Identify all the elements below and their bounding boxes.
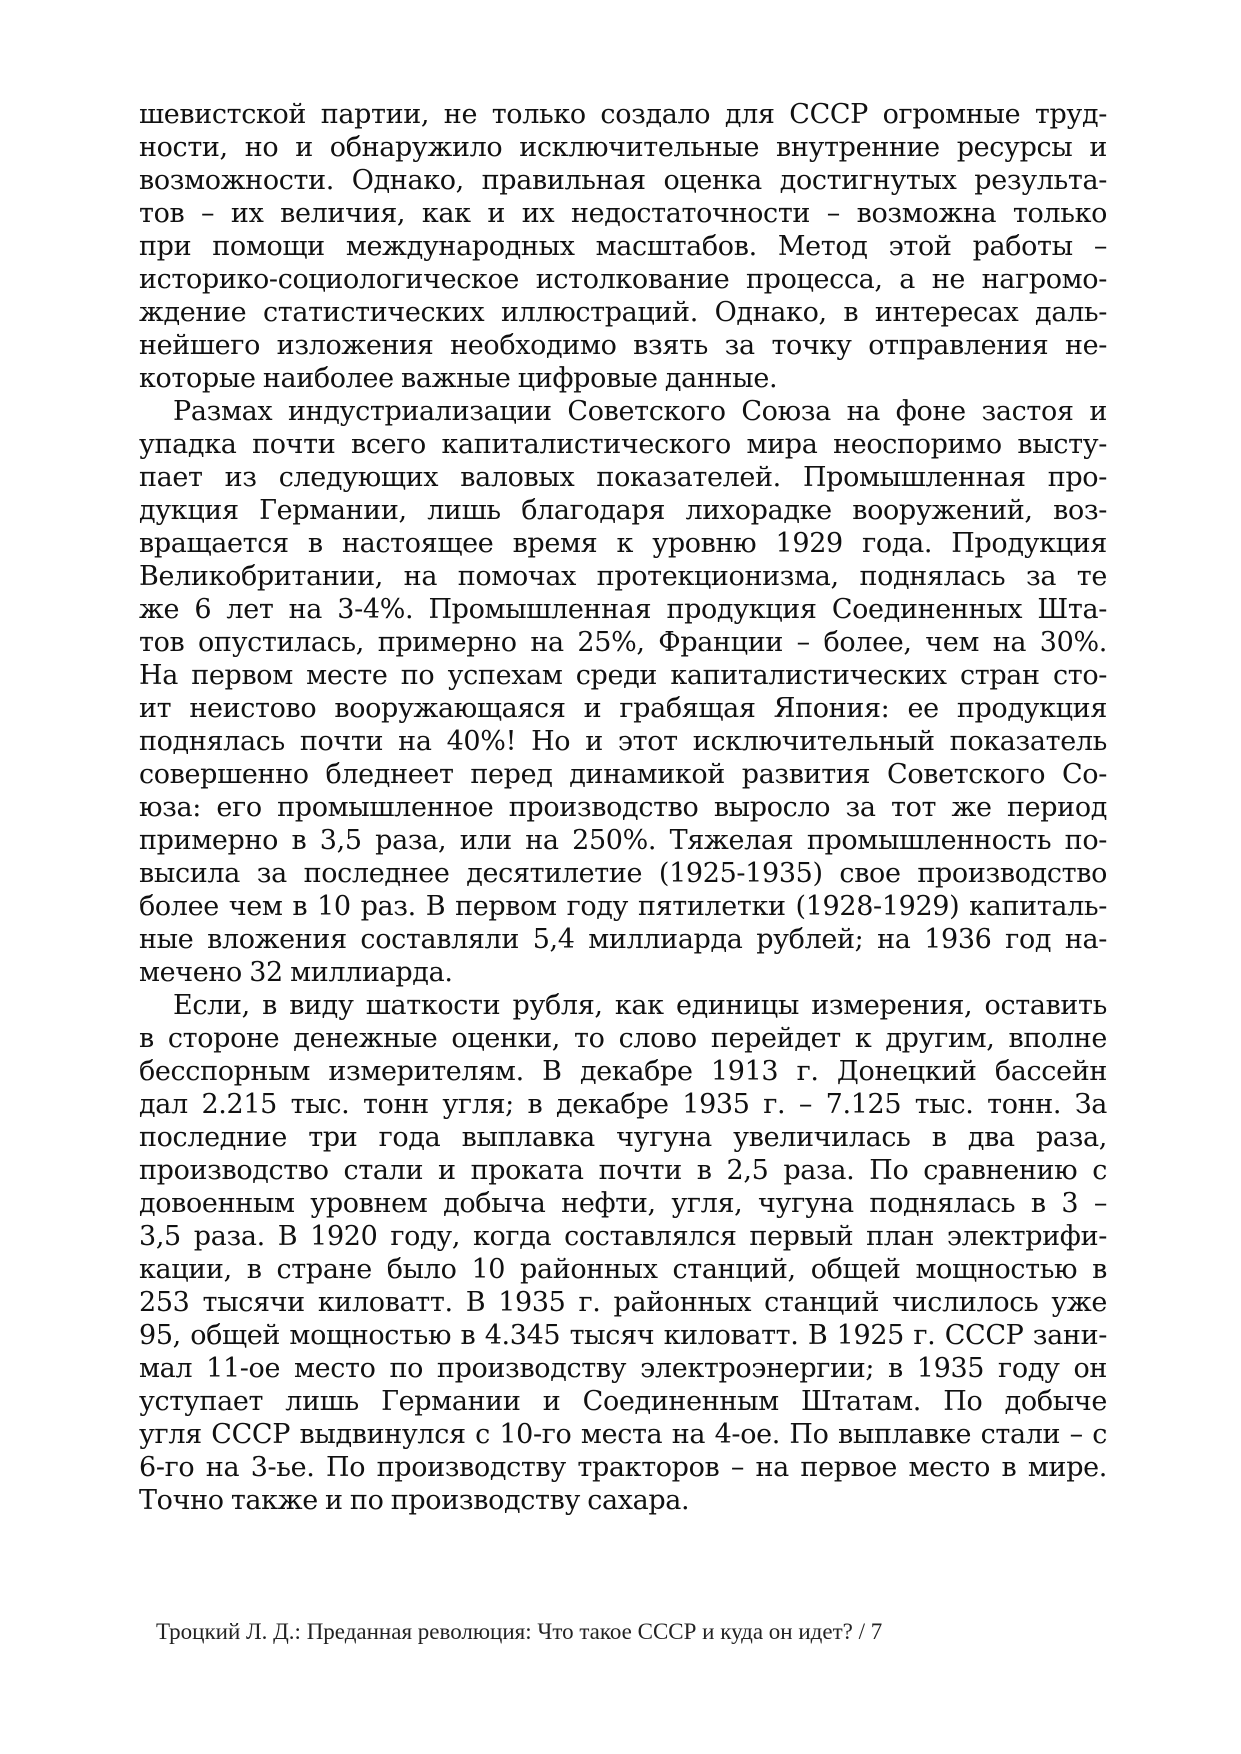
text-line: тов – их величия, как и их недостаточности – возможна только <box>139 198 1107 229</box>
text-line: Точно также и по производству сахара. <box>139 1485 690 1516</box>
text-line: угля СССР выдвинулся с 10-го места на 4-ое. По выплавке стали – с <box>139 1419 1107 1450</box>
text-line: мечено 32 миллиарда. <box>139 957 453 988</box>
text-line: пает из следующих валовых показателей. Промышленная про- <box>139 462 1107 493</box>
text-line: довоенным уровнем добыча нефти, угля, чугуна поднялась в 3 – <box>139 1188 1107 1219</box>
paragraph-2 <box>139 395 1107 989</box>
text-line: дукция Германии, лишь благодаря лихорадке вооружений, воз- <box>139 495 1107 526</box>
text-line: бесспорным измерителям. В декабре 1913 г. Донецкий бассейн <box>139 1056 1107 1087</box>
text-line: совершенно бледнеет перед динамикой развития Советского Со- <box>139 759 1107 790</box>
text-line: Великобритании, на помочах протекционизма, поднялась за те <box>139 561 1107 592</box>
text-line: 95, общей мощностью в 4.345 тысяч киловатт. В 1925 г. СССР зани- <box>139 1320 1107 1351</box>
text-line: Если, в виду шаткости рубля, как единицы измерения, оставить <box>173 990 1107 1021</box>
text-line: которые наиболее важные цифровые данные. <box>139 363 778 394</box>
text-line: 253 тысячи киловатт. В 1935 г. районных станций числилось уже <box>139 1287 1107 1318</box>
text-line: уступает лишь Германии и Соединенным Штатам. По добыче <box>139 1386 1107 1417</box>
text-line: ит неистово вооружающаяся и грабящая Япония: ее продукция <box>139 693 1107 724</box>
page-footer: Троцкий Л. Д.: Преданная революция: Что такое СССР и куда он идет? / 7 <box>156 1619 883 1644</box>
text-line: производство стали и проката почти в 2,5 раза. По сравнению с <box>139 1155 1107 1186</box>
text-line: мал 11-ое место по производству электроэнергии; в 1935 году он <box>139 1353 1107 1384</box>
text-line: возможности. Однако, правильная оценка достигнутых результа- <box>139 165 1107 196</box>
text-line: ждение статистических иллюстраций. Однако, в интересах даль- <box>139 297 1107 328</box>
text-line: примерно в 3,5 раза, или на 250%. Тяжелая промышленность по- <box>139 825 1107 856</box>
text-line: тов опустилась, примерно на 25%, Франции – более, чем на 30%. <box>139 627 1107 658</box>
text-line: нейшего изложения необходимо взять за точку отправления не- <box>139 330 1107 361</box>
text-line: Размах индустриализации Советского Союза на фоне застоя и <box>173 396 1107 427</box>
text-line: 3,5 раза. В 1920 году, когда составлялся первый план электрифи- <box>139 1221 1107 1252</box>
body-text <box>139 98 1107 1517</box>
text-line: высила за последнее десятилетие (1925-1935) свое производство <box>139 858 1107 889</box>
text-line: более чем в 10 раз. В первом году пятилетки (1928-1929) капиталь- <box>139 891 1107 922</box>
text-line: кации, в стране было 10 районных станций, общей мощностью в <box>139 1254 1107 1285</box>
text-line: последние три года выплавка чугуна увеличилась в два раза, <box>139 1122 1107 1153</box>
text-line: упадка почти всего капиталистического мира неоспоримо высту- <box>139 429 1107 460</box>
text-line: историко-социологическое истолкование процесса, а не нагромо- <box>139 264 1107 295</box>
text-line: дал 2.215 тыс. тонн угля; в декабре 1935 г. – 7.125 тыс. тонн. За <box>139 1089 1107 1120</box>
text-line: в стороне денежные оценки, то слово перейдет к другим, вполне <box>139 1023 1107 1054</box>
text-line: при помощи международных масштабов. Метод этой работы – <box>139 231 1107 262</box>
text-line: поднялась почти на 40%! Но и этот исключительный показатель <box>139 726 1107 757</box>
text-line: же 6 лет на 3-4%. Промышленная продукция Соединенных Шта- <box>139 594 1107 625</box>
text-line: На первом месте по успехам среди капиталистических стран сто- <box>139 660 1107 691</box>
text-line: шевистской партии, не только создало для СССР огромные труд- <box>139 99 1107 130</box>
paragraph-1 <box>139 98 1107 395</box>
text-line: юза: его промышленное производство выросло за тот же период <box>139 792 1107 823</box>
text-line: ности, но и обнаружило исключительные внутренние ресурсы и <box>139 132 1107 163</box>
text-line: вращается в настоящее время к уровню 1929 года. Продукция <box>139 528 1107 559</box>
text-line: 6-го на 3-ье. По производству тракторов – на первое место в мире. <box>139 1452 1107 1483</box>
text-line: ные вложения составляли 5,4 миллиарда рублей; на 1936 год на- <box>139 924 1107 955</box>
paragraph-3 <box>139 989 1107 1517</box>
